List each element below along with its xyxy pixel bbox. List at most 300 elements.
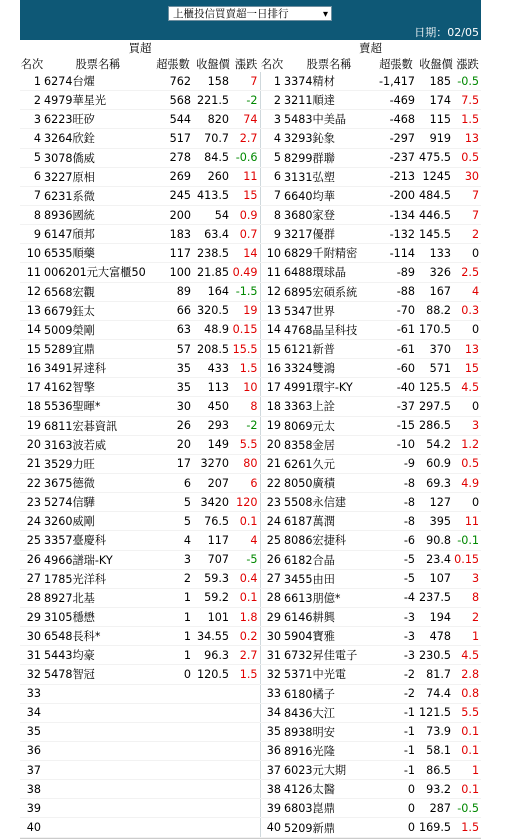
sell-volume: -3: [374, 607, 418, 626]
sell-rank: 20: [260, 435, 284, 454]
table-row: [20, 665, 481, 684]
buy-volume: 568: [152, 91, 194, 110]
column-header-row: [20, 56, 481, 72]
buy-close: 450: [194, 397, 232, 416]
sell-close: 74.4: [418, 684, 454, 703]
sell-change: 4: [454, 282, 481, 301]
buy-change: 8: [232, 397, 260, 416]
sell-stock-link[interactable]: 4126太醫: [284, 780, 374, 799]
col-change: 漲跌: [456, 58, 479, 71]
buy-volume: 35: [152, 378, 194, 397]
ranking-panel: [20, 0, 481, 839]
buy-close: 164: [194, 282, 232, 301]
buy-close: 59.3: [194, 569, 232, 588]
buy-rank: 4: [20, 129, 44, 148]
buy-close: 238.5: [194, 244, 232, 263]
sell-stock-link[interactable]: 8050廣積: [284, 473, 374, 492]
sell-rank: 28: [260, 588, 284, 607]
sell-change: 1: [454, 627, 481, 646]
buy-change: -1.5: [232, 282, 260, 301]
sell-rank: 23: [260, 493, 284, 512]
sell-close: 58.1: [418, 741, 454, 760]
sell-close: 287: [418, 799, 454, 818]
sell-volume: -237: [374, 148, 418, 167]
buy-close: [194, 722, 232, 741]
sell-rank: 26: [260, 550, 284, 569]
sell-stock-link[interactable]: 6803崑鼎: [284, 799, 374, 818]
sell-close: 90.8: [418, 531, 454, 550]
sell-rank: 30: [260, 627, 284, 646]
sell-close: 478: [418, 627, 454, 646]
sell-volume: -8: [374, 512, 418, 531]
buy-rank: 36: [20, 741, 44, 760]
sell-change: 0: [454, 493, 481, 512]
buy-rank: 29: [20, 607, 44, 626]
buy-change: [232, 703, 260, 722]
sell-change: 2: [454, 607, 481, 626]
sell-volume: -213: [374, 167, 418, 186]
buy-volume: 20: [152, 435, 194, 454]
table-row: [20, 416, 481, 435]
sell-close: 297.5: [418, 397, 454, 416]
sell-stock-link[interactable]: 8299群聯: [284, 148, 374, 167]
sell-stock-link[interactable]: 6187萬潤: [284, 512, 374, 531]
sell-stock-link[interactable]: 5508永信建: [284, 493, 374, 512]
buy-volume: 1: [152, 646, 194, 665]
col-volume: 超張數: [156, 58, 190, 71]
buy-stock-link[interactable]: 6147頎邦: [44, 225, 152, 244]
buy-stock-link[interactable]: 4162智擎: [44, 378, 152, 397]
buy-volume: 245: [152, 186, 194, 205]
sell-rank: 2: [260, 91, 284, 110]
buy-rank: 14: [20, 320, 44, 339]
sell-change: 1: [454, 761, 481, 780]
buy-stock-link[interactable]: 3529力旺: [44, 454, 152, 473]
buy-close: 293: [194, 416, 232, 435]
sell-change: 0.5: [454, 454, 481, 473]
buy-change: [232, 722, 260, 741]
sell-volume: -1: [374, 741, 418, 760]
sell-close: 86.5: [418, 761, 454, 780]
buy-close: 320.5: [194, 301, 232, 320]
sell-stock-link[interactable]: 4991環宇-KY: [284, 378, 374, 397]
buy-close: 48.9: [194, 320, 232, 339]
buy-stock-link[interactable]: 6679鈺太: [44, 301, 152, 320]
buy-close: 149: [194, 435, 232, 454]
buy-change: 5.5: [232, 435, 260, 454]
buy-stock-link[interactable]: 6223旺矽: [44, 110, 152, 129]
sell-rank: 39: [260, 799, 284, 818]
table-row: [20, 741, 481, 760]
sell-close: 145.5: [418, 225, 454, 244]
buy-rank: 6: [20, 167, 44, 186]
buy-close: 260: [194, 167, 232, 186]
table-row: [20, 780, 481, 799]
buy-stock-link[interactable]: 3357臺慶科: [44, 531, 152, 550]
buy-stock-link[interactable]: 6274台燿: [44, 72, 152, 91]
buy-volume: 30: [152, 397, 194, 416]
sell-rank: 16: [260, 359, 284, 378]
buy-stock-link[interactable]: 4979華星光: [44, 91, 152, 110]
sell-close: 133: [418, 244, 454, 263]
buy-change: 120: [232, 493, 260, 512]
buy-stock-link[interactable]: 6568宏觀: [44, 282, 152, 301]
sell-stock-link[interactable]: 4768晶呈科技: [284, 320, 374, 339]
sell-stock-link[interactable]: 6261久元: [284, 454, 374, 473]
sell-change: 0.3: [454, 301, 481, 320]
buy-change: 6: [232, 473, 260, 492]
buy-stock-link[interactable]: 3491昇達科: [44, 359, 152, 378]
sell-volume: -134: [374, 205, 418, 224]
sell-change: 0: [454, 244, 481, 263]
sell-rank: 14: [260, 320, 284, 339]
buy-rank: 28: [20, 588, 44, 607]
buy-stock-link: [44, 780, 152, 799]
sell-volume: -469: [374, 91, 418, 110]
buy-close: 113: [194, 378, 232, 397]
table-row: [20, 397, 481, 416]
buy-rank: 23: [20, 493, 44, 512]
sell-stock-link[interactable]: 3211順達: [284, 91, 374, 110]
buy-change: -5: [232, 550, 260, 569]
buy-close: [194, 818, 232, 837]
sell-volume: -5: [374, 550, 418, 569]
sell-close: 571: [418, 359, 454, 378]
buy-volume: 5: [152, 512, 194, 531]
sell-rank: 34: [260, 703, 284, 722]
sell-stock-link[interactable]: 3455由田: [284, 569, 374, 588]
table-row: [20, 607, 481, 626]
sell-stock-link[interactable]: 8916光隆: [284, 741, 374, 760]
sell-rank: 21: [260, 454, 284, 473]
table-row: [20, 435, 481, 454]
buy-close: 707: [194, 550, 232, 569]
buy-close: 76.5: [194, 512, 232, 531]
sell-stock-link[interactable]: 8358金居: [284, 435, 374, 454]
buy-rank: 21: [20, 454, 44, 473]
sell-stock-link[interactable]: 8938明安: [284, 722, 374, 741]
buy-change: 0.1: [232, 588, 260, 607]
buy-stock-link[interactable]: 3105穩懋: [44, 607, 152, 626]
sell-stock-link[interactable]: 6829千附精密: [284, 244, 374, 263]
buy-volume: [152, 703, 194, 722]
buy-stock-link: [44, 818, 152, 837]
sell-stock-link[interactable]: 6640均華: [284, 186, 374, 205]
sell-stock-link[interactable]: 5904寶雅: [284, 627, 374, 646]
sell-change: 3: [454, 416, 481, 435]
buy-stock-link[interactable]: 3264欣銓: [44, 129, 152, 148]
buy-close: [194, 761, 232, 780]
buy-change: 1.8: [232, 607, 260, 626]
buy-close: [194, 684, 232, 703]
sell-close: 370: [418, 339, 454, 358]
sell-close: 69.3: [418, 473, 454, 492]
sell-close: 125.5: [418, 378, 454, 397]
sell-rank: 33: [260, 684, 284, 703]
ranking-table: [20, 40, 481, 838]
table-row: [20, 129, 481, 148]
table-row: [20, 703, 481, 722]
ranking-type-select[interactable]: [168, 6, 332, 21]
sell-close: 475.5: [418, 148, 454, 167]
table-row: [20, 320, 481, 339]
buy-stock-link[interactable]: 5274信驊: [44, 493, 152, 512]
buy-close: 3270: [194, 454, 232, 473]
sell-stock-link[interactable]: 8436大江: [284, 703, 374, 722]
buy-rank: 13: [20, 301, 44, 320]
buy-volume: [152, 818, 194, 837]
buy-change: 11: [232, 167, 260, 186]
buy-stock-link[interactable]: 5536聖暉*: [44, 397, 152, 416]
sell-stock-link[interactable]: 3324雙鴻: [284, 359, 374, 378]
buy-rank: 39: [20, 799, 44, 818]
sell-stock-link[interactable]: 6182合晶: [284, 550, 374, 569]
buy-volume: 26: [152, 416, 194, 435]
sell-rank: 1: [260, 72, 284, 91]
buy-stock-link[interactable]: 5289宜鼎: [44, 339, 152, 358]
sell-rank: 22: [260, 473, 284, 492]
buy-stock-link[interactable]: 8927北基: [44, 588, 152, 607]
table-row: [20, 646, 481, 665]
buy-stock-link[interactable]: 6231系微: [44, 186, 152, 205]
sell-stock-link[interactable]: 3374精材: [284, 72, 374, 91]
buy-change: 0.4: [232, 569, 260, 588]
sell-stock-link[interactable]: 5483中美晶: [284, 110, 374, 129]
buy-rank: 20: [20, 435, 44, 454]
buy-stock-link[interactable]: 4966譜瑞-KY: [44, 550, 152, 569]
buy-change: 1.5: [232, 665, 260, 684]
sell-volume: 0: [374, 799, 418, 818]
col-volume: 超張數: [379, 58, 413, 71]
sell-change: 2.8: [454, 665, 481, 684]
sell-change: 11: [454, 512, 481, 531]
buy-volume: [152, 722, 194, 741]
sell-change: 0.8: [454, 684, 481, 703]
sell-rank: 13: [260, 301, 284, 320]
sell-change: 0.1: [454, 780, 481, 799]
buy-change: 2.7: [232, 646, 260, 665]
sell-stock-link[interactable]: 3293鈊象: [284, 129, 374, 148]
sell-volume: -5: [374, 569, 418, 588]
sell-stock-link[interactable]: 6488環球晶: [284, 263, 374, 282]
buy-rank: 3: [20, 110, 44, 129]
sell-change: 7: [454, 186, 481, 205]
buy-rank: 32: [20, 665, 44, 684]
buy-close: 820: [194, 110, 232, 129]
sell-change: 2.5: [454, 263, 481, 282]
col-rank: 名次: [260, 58, 284, 71]
buy-close: 84.5: [194, 148, 232, 167]
buy-stock-link[interactable]: 006201元大富櫃50: [44, 263, 152, 282]
sell-stock-link[interactable]: 8086宏捷科: [284, 531, 374, 550]
sell-close: 230.5: [418, 646, 454, 665]
sell-stock-link[interactable]: 3363上詮: [284, 397, 374, 416]
sell-rank: 32: [260, 665, 284, 684]
buy-stock-link[interactable]: 3227原相: [44, 167, 152, 186]
sell-close: 446.5: [418, 205, 454, 224]
buy-rank: 33: [20, 684, 44, 703]
sell-stock-link[interactable]: 5347世界: [284, 301, 374, 320]
buy-volume: 117: [152, 244, 194, 263]
buy-change: [232, 741, 260, 760]
sell-rank: 40: [260, 818, 284, 837]
buy-stock-link[interactable]: 5478智冠: [44, 665, 152, 684]
sell-stock-link[interactable]: 6146耕興: [284, 607, 374, 626]
buy-volume: [152, 761, 194, 780]
table-row: [20, 378, 481, 397]
sell-close: 194: [418, 607, 454, 626]
col-change: 漲跌: [234, 58, 258, 71]
sell-rank: 37: [260, 761, 284, 780]
buy-close: 413.5: [194, 186, 232, 205]
table-row: [20, 818, 481, 837]
sell-close: 185: [418, 72, 454, 91]
buy-change: 0.2: [232, 627, 260, 646]
sell-rank: 11: [260, 263, 284, 282]
buy-stock-link[interactable]: 3675德微: [44, 473, 152, 492]
buy-rank: 8: [20, 205, 44, 224]
buy-close: [194, 780, 232, 799]
table-row: [20, 359, 481, 378]
buy-stock-link[interactable]: 3163波若威: [44, 435, 152, 454]
buy-change: 4: [232, 531, 260, 550]
group-header-row: [20, 40, 481, 56]
buy-rank: 37: [20, 761, 44, 780]
col-close: 收盤價: [196, 58, 230, 71]
sell-volume: 0: [374, 780, 418, 799]
sell-change: 15: [454, 359, 481, 378]
table-row: [20, 301, 481, 320]
sell-volume: -1,417: [374, 72, 418, 91]
buy-change: 15: [232, 186, 260, 205]
sell-rank: 29: [260, 607, 284, 626]
buy-close: 96.3: [194, 646, 232, 665]
sell-volume: -132: [374, 225, 418, 244]
sell-stock-link[interactable]: 6732昇佳電子: [284, 646, 374, 665]
sell-group-title: 賣超: [359, 41, 383, 55]
sell-stock-link[interactable]: 3680家登: [284, 205, 374, 224]
sell-stock-link[interactable]: 6180橘子: [284, 684, 374, 703]
sell-close: 395: [418, 512, 454, 531]
sell-stock-link[interactable]: 6895宏碩系統: [284, 282, 374, 301]
buy-stock-link[interactable]: 6548長科*: [44, 627, 152, 646]
sell-volume: -61: [374, 339, 418, 358]
buy-volume: 183: [152, 225, 194, 244]
sell-rank: 6: [260, 167, 284, 186]
sell-rank: 8: [260, 205, 284, 224]
sell-stock-link[interactable]: 3217優群: [284, 225, 374, 244]
sell-rank: 36: [260, 741, 284, 760]
sell-stock-link[interactable]: 5209新鼎: [284, 818, 374, 837]
table-row: [20, 244, 481, 263]
buy-change: [232, 684, 260, 703]
buy-rank: 11: [20, 263, 44, 282]
buy-stock-link[interactable]: 1785光洋科: [44, 569, 152, 588]
buy-change: 1.5: [232, 359, 260, 378]
table-row: [20, 148, 481, 167]
buy-stock-link[interactable]: 5009榮剛: [44, 320, 152, 339]
buy-volume: 57: [152, 339, 194, 358]
buy-volume: 17: [152, 454, 194, 473]
sell-change: 30: [454, 167, 481, 186]
sell-volume: -2: [374, 684, 418, 703]
sell-volume: -1: [374, 761, 418, 780]
buy-stock-link[interactable]: 3078僑威: [44, 148, 152, 167]
buy-volume: 100: [152, 263, 194, 282]
sell-change: 4.9: [454, 473, 481, 492]
sell-stock-link[interactable]: 8069元太: [284, 416, 374, 435]
buy-volume: 89: [152, 282, 194, 301]
buy-stock-link[interactable]: 5443均豪: [44, 646, 152, 665]
buy-close: 3420: [194, 493, 232, 512]
buy-rank: 16: [20, 359, 44, 378]
sell-close: 174: [418, 91, 454, 110]
buy-stock-link[interactable]: 6811宏碁資訊: [44, 416, 152, 435]
table-row: [20, 339, 481, 358]
buy-change: 19: [232, 301, 260, 320]
sell-change: 0.15: [454, 550, 481, 569]
buy-volume: 200: [152, 205, 194, 224]
sell-change: 1.5: [454, 110, 481, 129]
buy-rank: 5: [20, 148, 44, 167]
buy-close: 117: [194, 531, 232, 550]
buy-close: [194, 741, 232, 760]
buy-volume: 269: [152, 167, 194, 186]
sell-volume: -297: [374, 129, 418, 148]
buy-change: [232, 799, 260, 818]
sell-rank: 9: [260, 225, 284, 244]
buy-change: 74: [232, 110, 260, 129]
sell-change: 0: [454, 397, 481, 416]
buy-volume: 0: [152, 665, 194, 684]
buy-stock-link: [44, 684, 152, 703]
table-row: [20, 186, 481, 205]
table-bottom-border: [20, 838, 481, 839]
sell-rank: 12: [260, 282, 284, 301]
buy-stock-link[interactable]: 8936國統: [44, 205, 152, 224]
buy-rank: 2: [20, 91, 44, 110]
sell-change: 2: [454, 225, 481, 244]
buy-rank: 15: [20, 339, 44, 358]
buy-close: 120.5: [194, 665, 232, 684]
buy-stock-link[interactable]: 6535順藥: [44, 244, 152, 263]
sell-rank: 27: [260, 569, 284, 588]
sell-stock-link[interactable]: 5371中光電: [284, 665, 374, 684]
table-row: [20, 110, 481, 129]
buy-rank: 22: [20, 473, 44, 492]
table-row: [20, 282, 481, 301]
buy-rank: 31: [20, 646, 44, 665]
buy-volume: 1: [152, 607, 194, 626]
buy-close: 158: [194, 72, 232, 91]
buy-change: 0.49: [232, 263, 260, 282]
sell-close: 237.5: [418, 588, 454, 607]
buy-stock-link: [44, 703, 152, 722]
sell-volume: -1: [374, 703, 418, 722]
sell-volume: -114: [374, 244, 418, 263]
buy-stock-link: [44, 741, 152, 760]
buy-rank: 30: [20, 627, 44, 646]
sell-stock-link[interactable]: 6613朋億*: [284, 588, 374, 607]
buy-change: -2: [232, 91, 260, 110]
sell-close: 326: [418, 263, 454, 282]
sell-stock-link[interactable]: 6121新普: [284, 339, 374, 358]
buy-volume: 544: [152, 110, 194, 129]
sell-stock-link[interactable]: 6023元大期: [284, 761, 374, 780]
buy-stock-link[interactable]: 3260威剛: [44, 512, 152, 531]
buy-rank: 25: [20, 531, 44, 550]
sell-stock-link[interactable]: 3131弘塑: [284, 167, 374, 186]
